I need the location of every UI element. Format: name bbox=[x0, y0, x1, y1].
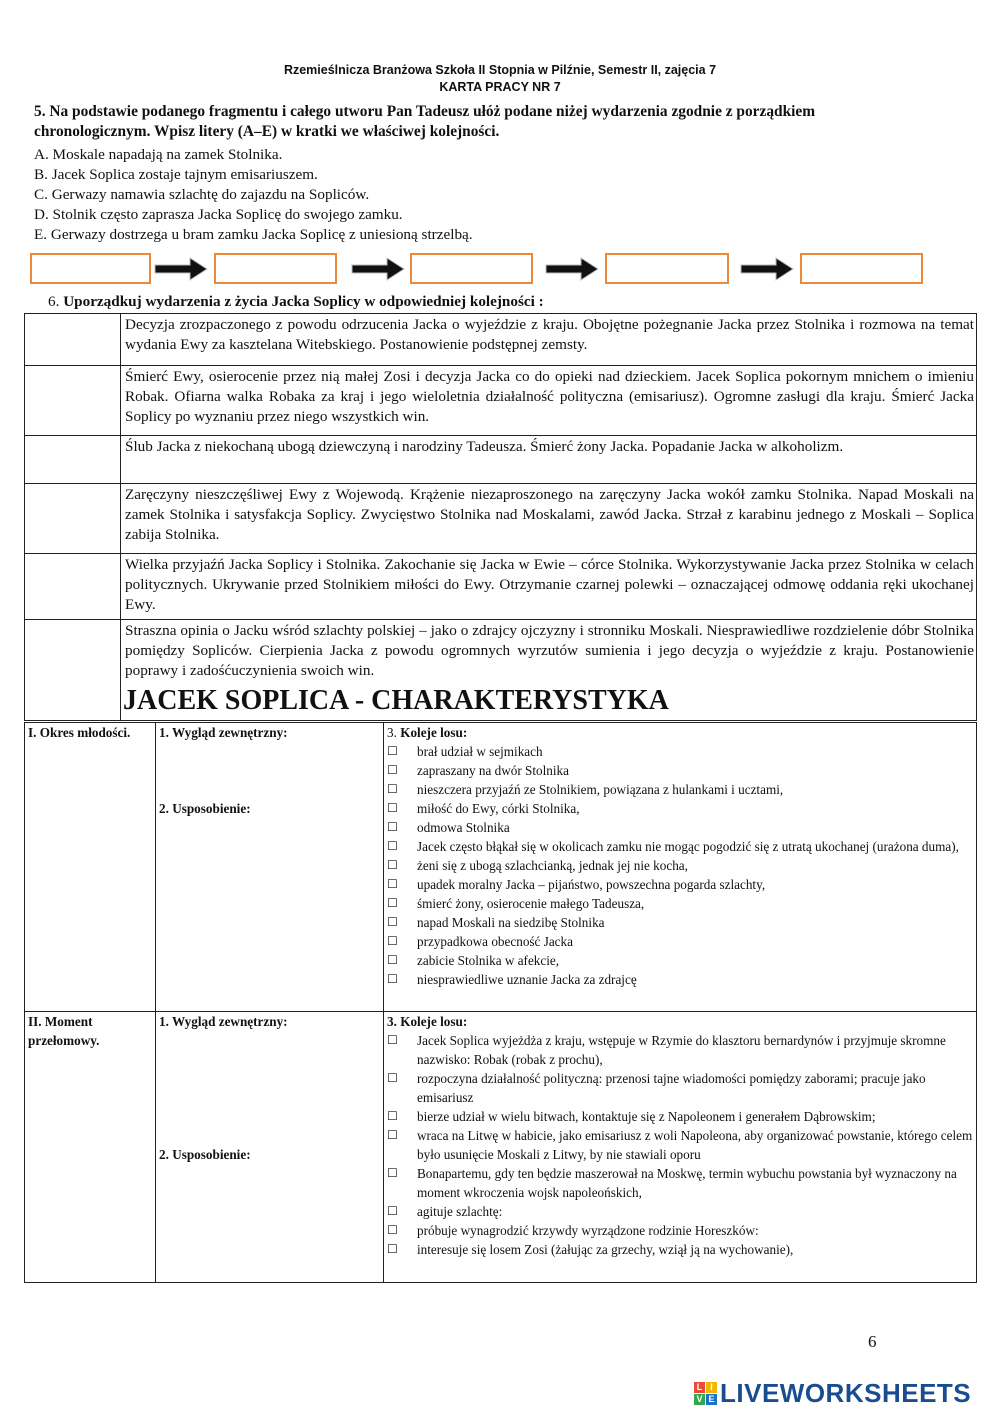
fate-text: agituje szlachtę: bbox=[417, 1204, 503, 1219]
fate-item bbox=[387, 951, 973, 970]
task5-instruction bbox=[34, 102, 979, 142]
fate-text: przypadkowa obecność Jacka bbox=[417, 934, 573, 949]
table-row bbox=[25, 484, 977, 554]
table-row bbox=[25, 1012, 977, 1283]
fate-item bbox=[387, 818, 973, 837]
fate-item bbox=[387, 856, 973, 875]
table-row bbox=[25, 366, 977, 436]
fate-item bbox=[387, 1126, 973, 1164]
checkbox-icon: ☐ bbox=[387, 1128, 398, 1142]
task5-options bbox=[34, 145, 473, 245]
fate-text: interesuje się losem Zosi (żałując za grzechy, wziął ją na wychowanie), bbox=[417, 1242, 794, 1257]
task5-instruction-line2: chronologicznym. Wpisz litery (A–E) w kratki we właściwej kolejności. bbox=[34, 123, 500, 140]
logo-mark-letter: V bbox=[694, 1394, 705, 1405]
checkbox-icon: ☐ bbox=[387, 801, 398, 815]
task6-instruction bbox=[48, 293, 544, 311]
fate-text: odmowa Stolnika bbox=[417, 820, 510, 835]
fate-item bbox=[387, 1202, 973, 1221]
answer-box-3[interactable] bbox=[410, 253, 533, 284]
checkbox-icon: ☐ bbox=[387, 1033, 398, 1047]
fate-text: upadek moralny Jacka – pijaństwo, powszechna pogarda szlachty, bbox=[417, 877, 766, 892]
checkbox-icon: ☐ bbox=[387, 1109, 398, 1123]
characteristic-table-turning-point bbox=[24, 1011, 977, 1283]
event-number-input[interactable] bbox=[25, 620, 121, 721]
checkbox-icon: ☐ bbox=[387, 1166, 398, 1180]
logo-mark-letter: E bbox=[706, 1394, 717, 1405]
checkbox-icon: ☐ bbox=[387, 839, 398, 853]
event-text: Zaręczyny nieszczęśliwej Ewy z Wojewodą. Krążenie niezaproszonego na zaręczyny Jacka wokół zamku Stolnika. Napad Moskali na zamek Stolnika i satysfakcja Soplicy. Zwycięstwo Stolnika nad Moskalami, zawód Jacka. Strzał z karabinu jednego z Moskali – Soplica zabija Stolnika. bbox=[121, 484, 977, 554]
logo-text: LIVEWORKSHEETS bbox=[720, 1378, 972, 1408]
fate-text: rozpoczyna działalność polityczną: przenosi tajne wiadomości pomiędzy zaborami; pracuje jako emisariusz bbox=[417, 1071, 926, 1105]
traits-cell bbox=[156, 1012, 384, 1283]
fates-cell bbox=[384, 723, 977, 1012]
fate-text: brał udział w sejmikach bbox=[417, 744, 543, 759]
characteristic-table-youth bbox=[24, 722, 977, 1012]
logo-mark-icon bbox=[694, 1382, 717, 1405]
fates-cell bbox=[384, 1012, 977, 1283]
answer-box-5[interactable] bbox=[800, 253, 923, 284]
answer-box-1[interactable] bbox=[30, 253, 151, 284]
fate-text: zapraszany na dwór Stolnika bbox=[417, 763, 569, 778]
task5-option-e: E. Gerwazy dostrzega u bram zamku Jacka Soplicę z uniesioną strzelbą. bbox=[34, 226, 473, 243]
fates-label: Koleje losu: bbox=[400, 725, 468, 740]
fate-item bbox=[387, 1164, 973, 1202]
school-header: Rzemieślnicza Branżowa Szkoła II Stopnia w Pilźnie, Semestr II, zajęcia 7 bbox=[283, 63, 717, 77]
task5-instruction-line1: 5. Na podstawie podanego fragmentu i całego utworu Pan Tadeusz ułóż podane niżej wydarzenia zgodnie z porządkiem bbox=[34, 103, 816, 120]
appearance-label: 1. Wygląd zewnętrzny: bbox=[159, 1014, 288, 1029]
disposition-label: 2. Usposobienie: bbox=[159, 1147, 251, 1162]
table-row bbox=[25, 723, 977, 1012]
fate-item bbox=[387, 742, 973, 761]
fate-text: nieszczera przyjaźń ze Stolnikiem, powiązana z hulankami i ucztami, bbox=[417, 782, 784, 797]
arrow-right-icon bbox=[152, 254, 210, 284]
task5-option-a: A. Moskale napadają na zamek Stolnika. bbox=[34, 146, 283, 163]
fate-item bbox=[387, 913, 973, 932]
fate-item bbox=[387, 875, 973, 894]
fate-text: śmierć żony, osierocenie małego Tadeusza, bbox=[417, 896, 645, 911]
event-number-input[interactable] bbox=[25, 436, 121, 484]
checkbox-icon: ☐ bbox=[387, 744, 398, 758]
task6-instruction-text: Uporządkuj wydarzenia z życia Jacka Soplicy w odpowiedniej kolejności : bbox=[63, 293, 544, 310]
fate-item bbox=[387, 761, 973, 780]
task5-option-b: B. Jacek Soplica zostaje tajnym emisariuszem. bbox=[34, 166, 318, 183]
fate-item bbox=[387, 1031, 973, 1069]
logo-mark-letter: I bbox=[706, 1382, 717, 1393]
fate-item bbox=[387, 1240, 973, 1259]
checkbox-icon: ☐ bbox=[387, 1071, 398, 1085]
arrow-right-icon bbox=[349, 254, 407, 284]
appearance-label: 1. Wygląd zewnętrzny: bbox=[159, 725, 288, 740]
checkbox-icon: ☐ bbox=[387, 953, 398, 967]
arrow-right-icon bbox=[738, 254, 796, 284]
period-label: II. Moment przełomowy. bbox=[25, 1012, 156, 1283]
checkbox-icon: ☐ bbox=[387, 1223, 398, 1237]
logo-mark-letter: L bbox=[694, 1382, 705, 1393]
table-row bbox=[25, 314, 977, 366]
event-text: Wielka przyjaźń Jacka Soplicy i Stolnika. Zakochanie się Jacka w Ewie – córce Stolnika. Wykorzystywanie Jacka przez Stolnika w celach politycznych. Ukrywanie przed Stolnikiem miłości do Ewy. Otrzymanie czarnej polewki – oznaczającej odmowę oddania ręki ukochanej Ewy. bbox=[121, 554, 977, 620]
task5-option-d: D. Stolnik często zaprasza Jacka Soplicę do swojego zamku. bbox=[34, 206, 403, 223]
events-table bbox=[24, 313, 977, 721]
event-number-input[interactable] bbox=[25, 314, 121, 366]
event-text: Straszna opinia o Jacku wśród szlachty polskiej – jako o zdrajcy ojczyzny i stronniku Moskali. Niesprawiedliwe rozdzielenie dóbr Stolnika pomiędzy Sopliców. Cierpienia Jacka z powodu ogromnych wyrzutów sumienia i jego decyzja o wyjeździe z kraju. Postanowienie poprawy i zadośćuczynienia swoich win. bbox=[121, 620, 977, 721]
checkbox-icon: ☐ bbox=[387, 915, 398, 929]
characteristic-title: JACEK SOPLICA - CHARAKTERYSTYKA bbox=[123, 685, 669, 716]
table-row bbox=[25, 436, 977, 484]
fate-text: żeni się z ubogą szlachcianką, jednak jej nie kocha, bbox=[417, 858, 688, 873]
event-number-input[interactable] bbox=[25, 554, 121, 620]
fate-item bbox=[387, 1221, 973, 1240]
period-label: I. Okres młodości. bbox=[25, 723, 156, 1012]
worksheet-number: KARTA PRACY NR 7 bbox=[439, 80, 561, 94]
traits-cell bbox=[156, 723, 384, 1012]
answer-box-2[interactable] bbox=[214, 253, 337, 284]
fate-text: wraca na Litwę w habicie, jako emisariusz z woli Napoleona, aby organizować powstanie, którego celem było usunięcie Moskali z Litwy, by nie stawiali oporu bbox=[417, 1128, 973, 1162]
checkbox-icon: ☐ bbox=[387, 972, 398, 986]
fate-item bbox=[387, 970, 973, 989]
event-text: Decyzja zrozpaczonego z powodu odrzucenia Jacka o wyjeździe z kraju. Obojętne pożegnanie Jacka przez Stolnika i rozmowa na temat wydania Ewy za kasztelana Witebskiego. Postanowienie podstępnej zemsty. bbox=[121, 314, 977, 366]
checkbox-icon: ☐ bbox=[387, 896, 398, 910]
checkbox-icon: ☐ bbox=[387, 820, 398, 834]
fates-label: 3. Koleje losu: bbox=[387, 1014, 468, 1029]
arrow-right-icon bbox=[543, 254, 601, 284]
fate-text: Jacek Soplica wyjeżdża z kraju, wstępuje w Rzymie do klasztoru bernardynów i przyjmuje skromne nazwisko: Robak (robak z prochu), bbox=[417, 1033, 946, 1067]
page-number: 6 bbox=[868, 1332, 877, 1351]
fate-text: próbuje wynagrodzić krzywdy wyrządzone rodzinie Horeszków: bbox=[417, 1223, 759, 1238]
table-row bbox=[25, 554, 977, 620]
checkbox-icon: ☐ bbox=[387, 1204, 398, 1218]
checkbox-icon: ☐ bbox=[387, 934, 398, 948]
fate-item bbox=[387, 780, 973, 799]
event-number-input[interactable] bbox=[25, 484, 121, 554]
task6-number: 6. bbox=[48, 293, 64, 310]
fate-item bbox=[387, 837, 973, 856]
event-text: Śmierć Ewy, osierocenie przez nią małej Zosi i decyzja Jacka co do opieki nad dzieckiem. Jacek Soplica pokornym mnichem o imieniu Robak. Ofiarna walka Robaka za kraj i jego wieloletnia działalność polityczna (emisariusz). Ogromne zasługi dla kraju. Śmierć Jacka Soplicy po wyznaniu przez niego wszystkich win. bbox=[121, 366, 977, 436]
fate-item bbox=[387, 1107, 973, 1126]
fate-text: bierze udział w wielu bitwach, kontaktuje się z Napoleonem i generałem Dąbrowskim; bbox=[417, 1109, 876, 1124]
fate-item bbox=[387, 932, 973, 951]
event-number-input[interactable] bbox=[25, 366, 121, 436]
checkbox-icon: ☐ bbox=[387, 763, 398, 777]
answer-box-4[interactable] bbox=[605, 253, 729, 284]
fate-text: napad Moskali na siedzibę Stolnika bbox=[417, 915, 605, 930]
fate-text: zabicie Stolnika w afekcie, bbox=[417, 953, 560, 968]
event-text: Ślub Jacka z niekochaną ubogą dziewczyną i narodziny Tadeusza. Śmierć żony Jacka. Popadanie Jacka w alkoholizm. bbox=[121, 436, 977, 484]
fates-number: 3. bbox=[387, 725, 401, 740]
fate-text: niesprawiedliwe uznanie Jacka za zdrajcę bbox=[417, 972, 637, 987]
disposition-label: 2. Usposobienie: bbox=[159, 801, 251, 816]
fate-text: miłość do Ewy, córki Stolnika, bbox=[417, 801, 580, 816]
checkbox-icon: ☐ bbox=[387, 877, 398, 891]
fate-text: Bonapartemu, gdy ten będzie maszerował na Moskwę, termin wybuchu powstania był wyznaczony na moment wkroczenia wojsk napoleońskich, bbox=[417, 1166, 957, 1200]
fate-text: Jacek często błąkał się w okolicach zamku nie mogąc pogodzić się z utratą ukochanej (urażona duma), bbox=[417, 839, 959, 854]
task5-option-c: C. Gerwazy namawia szlachtę do zajazdu na Sopliców. bbox=[34, 186, 370, 203]
liveworksheets-logo bbox=[694, 1378, 971, 1409]
fate-item bbox=[387, 1069, 973, 1107]
fate-item bbox=[387, 799, 973, 818]
checkbox-icon: ☐ bbox=[387, 858, 398, 872]
checkbox-icon: ☐ bbox=[387, 782, 398, 796]
checkbox-icon: ☐ bbox=[387, 1242, 398, 1256]
fate-item bbox=[387, 894, 973, 913]
